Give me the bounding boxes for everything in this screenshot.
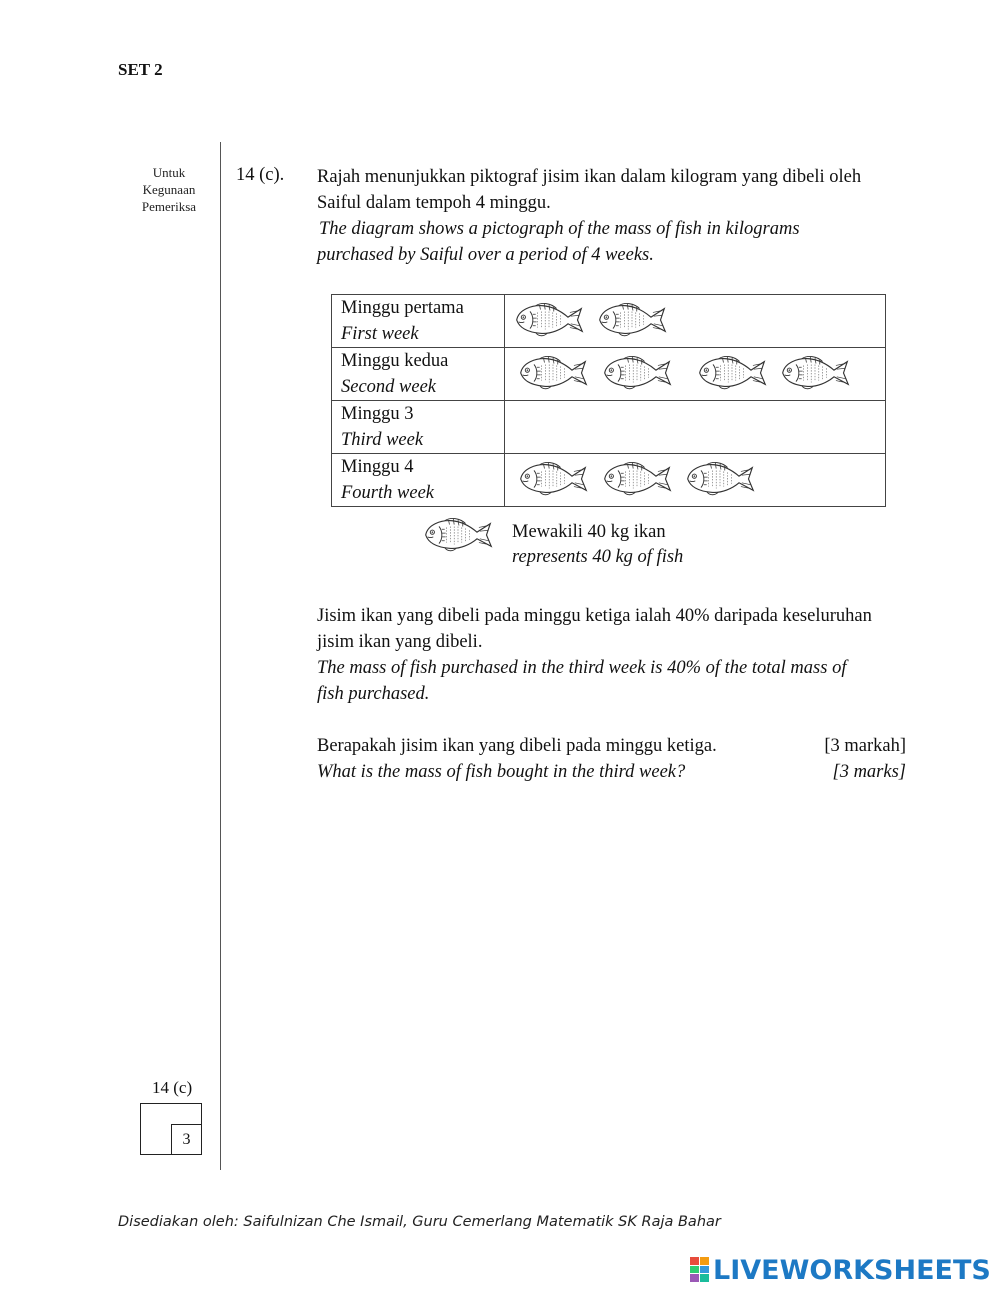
statement-english-line: fish purchased. [317, 684, 430, 704]
brand-name: LIVEWORKSHEETS [713, 1254, 991, 1286]
week-label-english: Third week [341, 430, 424, 450]
intro-malay-line: Rajah menunjukkan piktograf jisim ikan dalam kilogram yang dibeli oleh [317, 167, 862, 187]
legend-fish-icon [420, 516, 496, 554]
set-label: SET 2 [118, 60, 163, 79]
pictograph-table [331, 294, 886, 507]
legend-malay: Mewakili 40 kg ikan [512, 522, 666, 542]
legend-english: represents 40 kg of fish [512, 547, 684, 567]
week-label-cell [332, 454, 505, 507]
fish-icon [694, 354, 770, 392]
intro-english-line: purchased by Saiful over a period of 4 weeks. [317, 245, 654, 265]
pictograph-legend [512, 520, 683, 570]
week-label-malay: Minggu 4 [341, 457, 414, 477]
fish-icon [682, 460, 758, 498]
task-english: What is the mass of fish bought in the third week? [317, 762, 686, 782]
week-label-malay: Minggu 3 [341, 404, 414, 424]
week-label-malay: Minggu pertama [341, 298, 464, 318]
fish-icon [594, 301, 670, 339]
footer-credit: Disediakan oleh: Saifulnizan Che Ismail, Guru Cemerlang Matematik SK Raja Bahar [118, 1214, 721, 1230]
intro-english-line: The diagram shows a pictograph of the mass of fish in kilograms [319, 219, 800, 239]
fish-icon [515, 460, 591, 498]
statement [317, 603, 917, 707]
examiner-note-line: Pemeriksa [141, 199, 197, 214]
fish-cell [505, 454, 886, 507]
marks-malay: [3 markah] [824, 736, 906, 756]
statement-malay-line: Jisim ikan yang dibeli pada minggu ketiga ialah 40% daripada keseluruhan [317, 606, 872, 626]
brand-mark-icon [690, 1257, 710, 1283]
table-row [332, 295, 886, 348]
marks-allocation [824, 733, 906, 785]
examiner-note-line: Untuk [152, 165, 186, 180]
table-row [332, 348, 886, 401]
fish-icon [511, 301, 587, 339]
week-label-cell [332, 401, 505, 454]
week-label-english: First week [341, 324, 419, 344]
fish-icon [777, 354, 853, 392]
question-number: 14 (c). [236, 165, 285, 185]
week-label-cell [332, 295, 505, 348]
examiner-note-line: Kegunaan [142, 182, 196, 197]
task-malay: Berapakah jisim ikan yang dibeli pada minggu ketiga. [317, 736, 717, 756]
statement-english-line: The mass of fish purchased in the third week is 40% of the total mass of [317, 658, 847, 678]
margin-divider [220, 142, 221, 1170]
fish-cell [505, 295, 886, 348]
statement-malay-line: jisim ikan yang dibeli. [317, 632, 483, 652]
intro-malay-line: Saiful dalam tempoh 4 minggu. [317, 193, 551, 213]
score-box-label: 14 (c) [152, 1078, 193, 1097]
liveworksheets-logo[interactable] [690, 1253, 991, 1287]
table-row [332, 454, 886, 507]
question-intro [317, 164, 917, 268]
fish-icon [515, 354, 591, 392]
marks-english: [3 marks] [832, 762, 906, 782]
fish-icon [599, 460, 675, 498]
week-label-english: Fourth week [341, 483, 434, 503]
fish-cell-empty [505, 401, 886, 454]
week-label-malay: Minggu kedua [341, 351, 449, 371]
examiner-use-note [128, 164, 210, 215]
fish-cell [505, 348, 886, 401]
week-label-english: Second week [341, 377, 437, 397]
week-label-cell [332, 348, 505, 401]
table-row [332, 401, 886, 454]
fish-icon [599, 354, 675, 392]
score-box-total: 3 [171, 1124, 202, 1155]
